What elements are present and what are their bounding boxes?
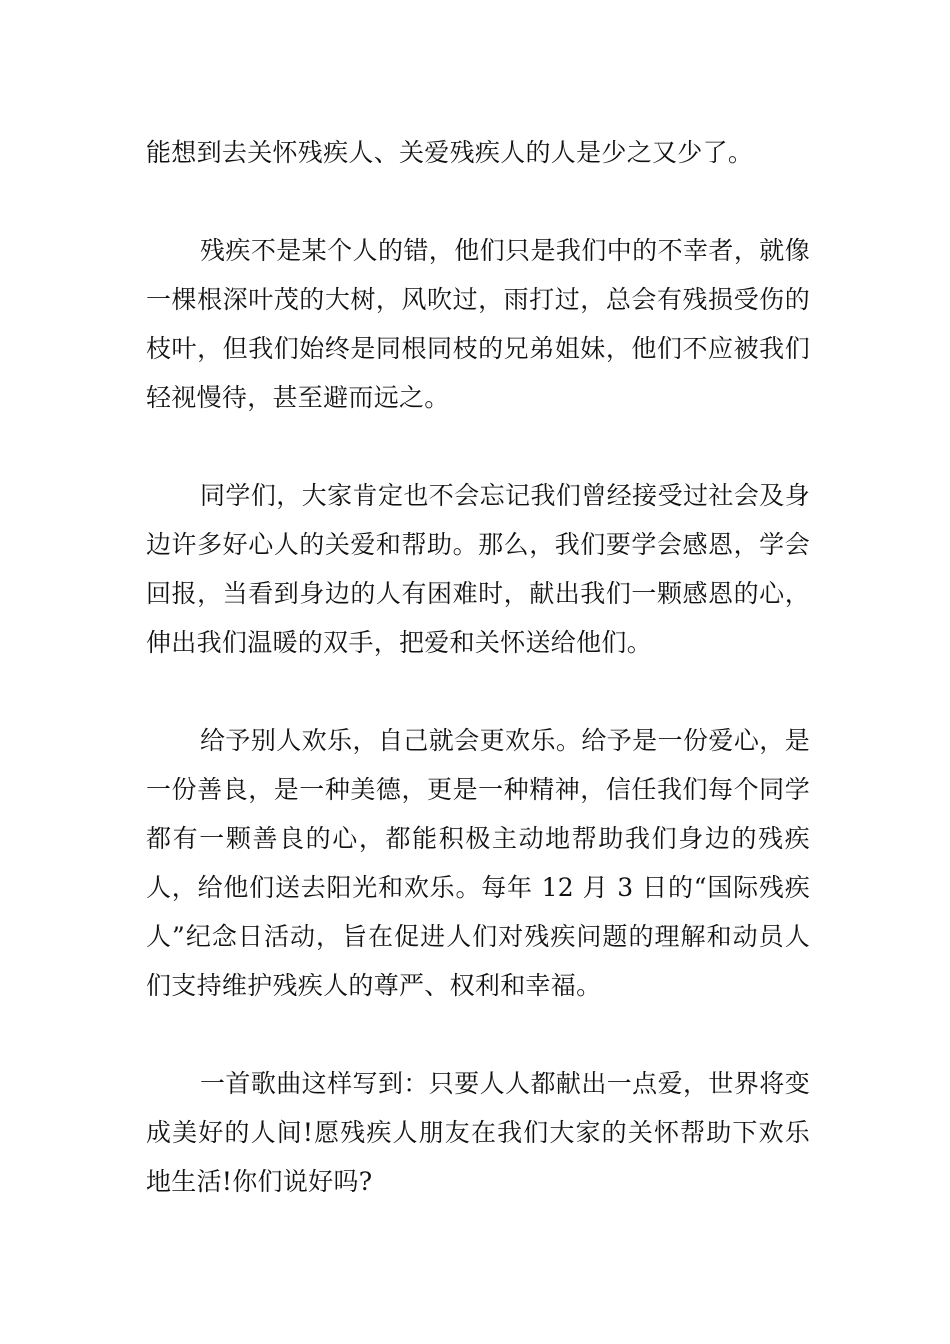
paragraph-continuation: 能想到去关怀残疾人、关爱残疾人的人是少之又少了。	[146, 138, 754, 167]
paragraph-giving-joy: 给予别人欢乐，自己就会更欢乐。给予是一份爱心，是一份善良，是一种美德，更是一种精神，信任我们每个同学都有一颗善良的心，都能积极主动地帮助我们身边的残疾人，给他们送去阳光和欢乐。每年 12 月 3 日的“国际残疾人”纪念日活动，旨在促进人们对残疾问题的理解和动员人们支持维护残疾人的尊严、权利和幸福。	[146, 726, 810, 1000]
paragraph-song: 一首歌曲这样写到：只要人人都献出一点爱，世界将变成美好的人间!愿残疾人朋友在我们大家的关怀帮助下欢乐地生活!你们说好吗?	[146, 1069, 810, 1196]
document-body	[146, 128, 810, 1206]
paragraph-gratitude: 同学们，大家肯定也不会忘记我们曾经接受过社会及身边许多好心人的关爱和帮助。那么，我们要学会感恩，学会回报，当看到身边的人有困难时，献出我们一颗感恩的心，伸出我们温暖的双手，把爱和关怀送给他们。	[146, 481, 810, 657]
paragraph-disability-not-fault: 残疾不是某个人的错，他们只是我们中的不幸者，就像一棵根深叶茂的大树，风吹过，雨打过，总会有残损受伤的枝叶，但我们始终是同根同枝的兄弟姐妹，他们不应被我们轻视慢待，甚至避而远之。	[146, 236, 810, 412]
